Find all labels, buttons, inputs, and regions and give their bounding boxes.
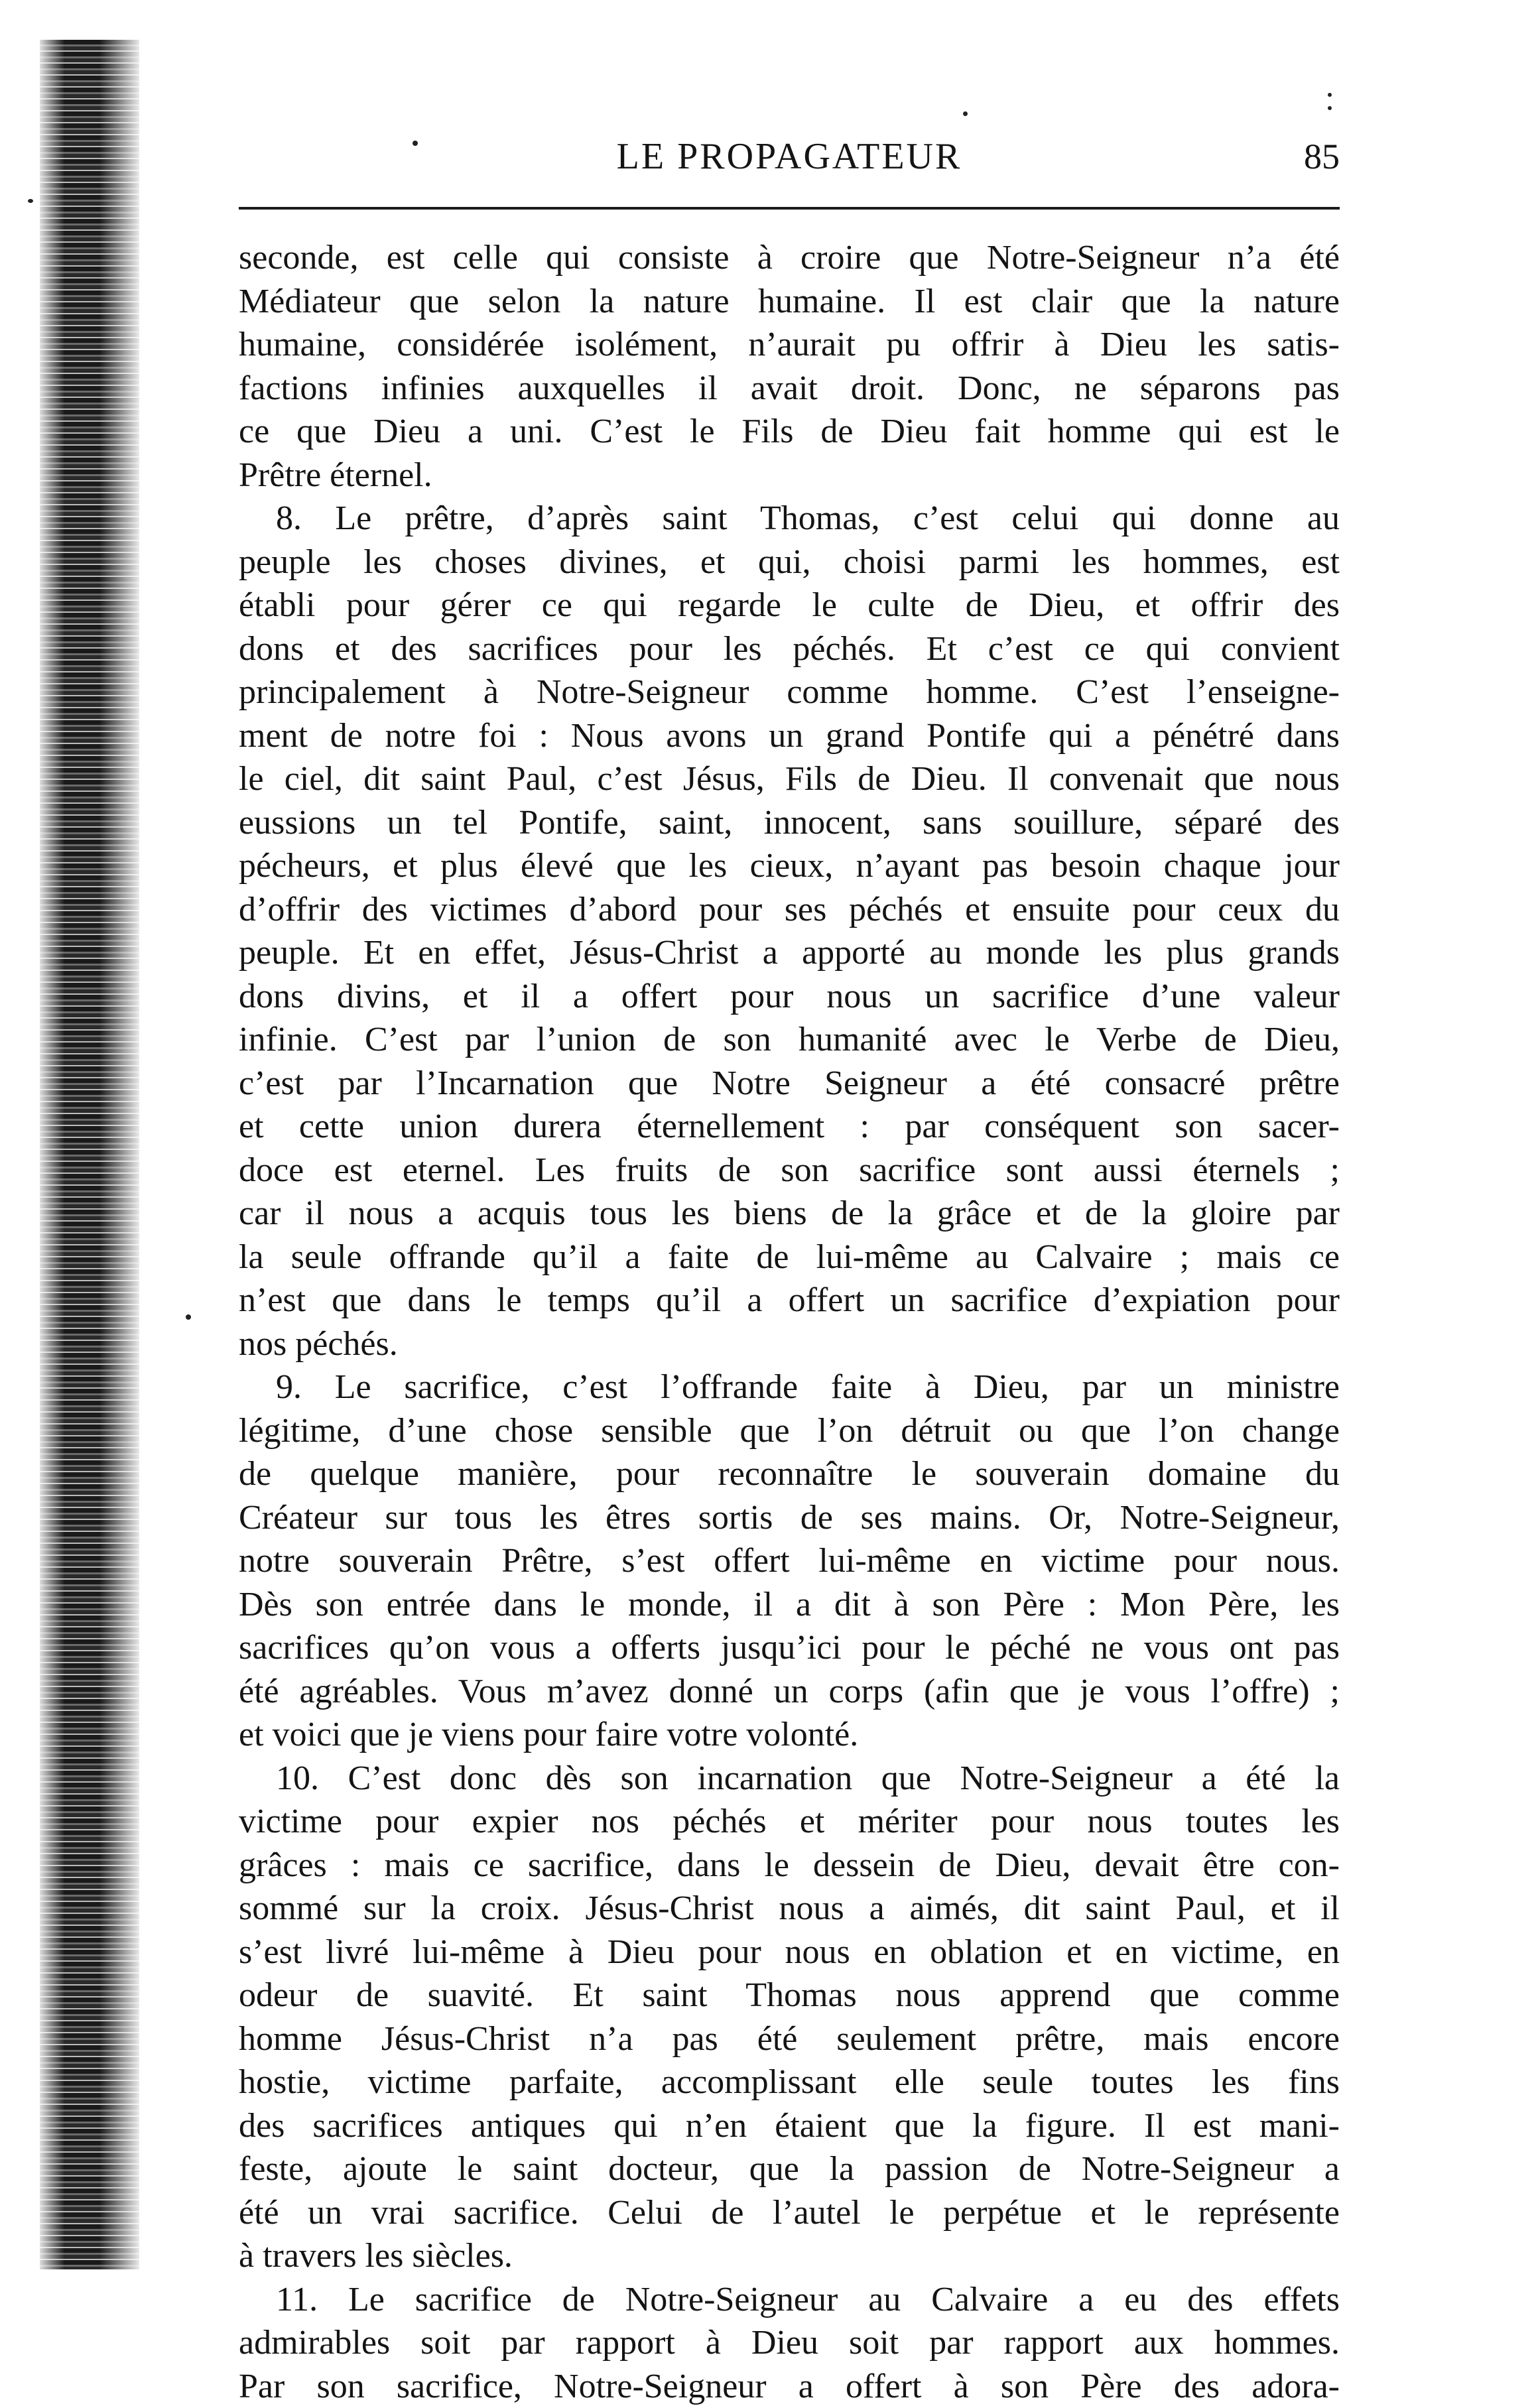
text-line: sacrifices qu’on vous a offerts jusqu’ici pour le péché ne vous ont pas — [239, 1626, 1340, 1670]
print-speck — [1328, 93, 1332, 97]
text-line: à travers les siècles. — [239, 2234, 1340, 2278]
text-line: et cette union durera éternellement : par conséquent son sacer- — [239, 1105, 1340, 1149]
print-speck — [28, 199, 33, 203]
text-line: des sacrifices antiques qui n’en étaient que la figure. Il est mani- — [239, 2104, 1340, 2148]
running-header — [239, 130, 1340, 183]
text-line: Par son sacrifice, Notre-Seigneur a offert à son Père des adora- — [239, 2365, 1340, 2408]
text-line: de quelque manière, pour reconnaître le souverain domaine du — [239, 1452, 1340, 1496]
text-line: ment de notre foi : Nous avons un grand Pontife qui a pénétré dans — [239, 714, 1340, 758]
page-number: 85 — [1304, 130, 1340, 183]
text-line: et voici que je viens pour faire votre volonté. — [239, 1713, 1340, 1757]
text-line: 9. Le sacrifice, c’est l’offrande faite à Dieu, par un ministre — [239, 1365, 1340, 1409]
text-line: infinie. C’est par l’union de son humanité avec le Verbe de Dieu, — [239, 1018, 1340, 1062]
text-line: 10. C’est donc dès son incarnation que Notre-Seigneur a été la — [239, 1757, 1340, 1801]
print-speck — [963, 111, 968, 116]
text-line: dons et des sacrifices pour les péchés. Et c’est ce qui convient — [239, 627, 1340, 671]
text-line: été agréables. Vous m’avez donné un corps (afin que je vous l’offre) ; — [239, 1670, 1340, 1714]
text-line: pécheurs, et plus élevé que les cieux, n’ayant pas besoin chaque jour — [239, 844, 1340, 888]
text-line: Dès son entrée dans le monde, il a dit à son Père : Mon Père, les — [239, 1583, 1340, 1627]
book-binding-edge — [40, 40, 139, 2269]
text-line: n’est que dans le temps qu’il a offert un sacrifice d’expiation pour — [239, 1279, 1340, 1322]
text-line: hostie, victime parfaite, accomplissant elle seule toutes les fins — [239, 2060, 1340, 2104]
text-line: été un vrai sacrifice. Celui de l’autel le perpétue et le représente — [239, 2191, 1340, 2235]
text-line: admirables soit par rapport à Dieu soit par rapport aux hommes. — [239, 2321, 1340, 2365]
text-line: la seule offrande qu’il a faite de lui-même au Calvaire ; mais ce — [239, 1236, 1340, 1279]
text-line: ce que Dieu a uni. C’est le Fils de Dieu fait homme qui est le — [239, 410, 1340, 454]
text-line: seconde, est celle qui consiste à croire que Notre-Seigneur n’a été — [239, 236, 1340, 280]
text-line: établi pour gérer ce qui regarde le culte de Dieu, et offrir des — [239, 584, 1340, 627]
text-line: légitime, d’une chose sensible que l’on détruit ou que l’on change — [239, 1409, 1340, 1453]
header-rule — [239, 207, 1340, 210]
text-line: grâces : mais ce sacrifice, dans le dessein de Dieu, devait être con- — [239, 1844, 1340, 1887]
text-line: homme Jésus-Christ n’a pas été seulement prêtre, mais encore — [239, 2017, 1340, 2061]
text-line: eussions un tel Pontife, saint, innocent, sans souillure, séparé des — [239, 801, 1340, 845]
text-line: factions infinies auxquelles il avait droit. Donc, ne séparons pas — [239, 367, 1340, 411]
text-line: nos péchés. — [239, 1322, 1340, 1366]
text-line: sommé sur la croix. Jésus-Christ nous a aimés, dit saint Paul, et il — [239, 1887, 1340, 1931]
text-line: Créateur sur tous les êtres sortis de ses mains. Or, Notre-Seigneur, — [239, 1496, 1340, 1540]
text-line: le ciel, dit saint Paul, c’est Jésus, Fils de Dieu. Il convenait que nous — [239, 757, 1340, 801]
text-line: c’est par l’Incarnation que Notre Seigneur a été consacré prêtre — [239, 1062, 1340, 1106]
text-line: peuple les choses divines, et qui, choisi parmi les hommes, est — [239, 540, 1340, 584]
text-line: victime pour expier nos péchés et mériter pour nous toutes les — [239, 1800, 1340, 1844]
text-line: odeur de suavité. Et saint Thomas nous apprend que comme — [239, 1974, 1340, 2017]
text-line: d’offrir des victimes d’abord pour ses péchés et ensuite pour ceux du — [239, 888, 1340, 932]
text-line: doce est eternel. Les fruits de son sacrifice sont aussi éternels ; — [239, 1149, 1340, 1192]
print-speck — [186, 1314, 191, 1320]
text-line: s’est livré lui-même à Dieu pour nous en oblation et en victime, en — [239, 1931, 1340, 1974]
text-line: humaine, considérée isolément, n’aurait pu offrir à Dieu les satis- — [239, 323, 1340, 367]
text-line: feste, ajoute le saint docteur, que la passion de Notre-Seigneur a — [239, 2147, 1340, 2191]
text-line: notre souverain Prêtre, s’est offert lui-même en victime pour nous. — [239, 1539, 1340, 1583]
text-line: 11. Le sacrifice de Notre-Seigneur au Calvaire a eu des effets — [239, 2278, 1340, 2322]
text-line: car il nous a acquis tous les biens de la grâce et de la gloire par — [239, 1192, 1340, 1236]
running-title: LE PROPAGATEUR — [239, 130, 1340, 183]
text-line: peuple. Et en effet, Jésus-Christ a apporté au monde les plus grands — [239, 931, 1340, 975]
text-line: Médiateur que selon la nature humaine. Il est clair que la nature — [239, 280, 1340, 324]
body-text — [239, 236, 1340, 2408]
text-line: 8. Le prêtre, d’après saint Thomas, c’est celui qui donne au — [239, 497, 1340, 540]
text-line: Prêtre éternel. — [239, 454, 1340, 497]
print-speck — [1328, 106, 1332, 110]
text-line: principalement à Notre-Seigneur comme homme. C’est l’enseigne- — [239, 670, 1340, 714]
text-line: dons divins, et il a offert pour nous un sacrifice d’une valeur — [239, 975, 1340, 1019]
